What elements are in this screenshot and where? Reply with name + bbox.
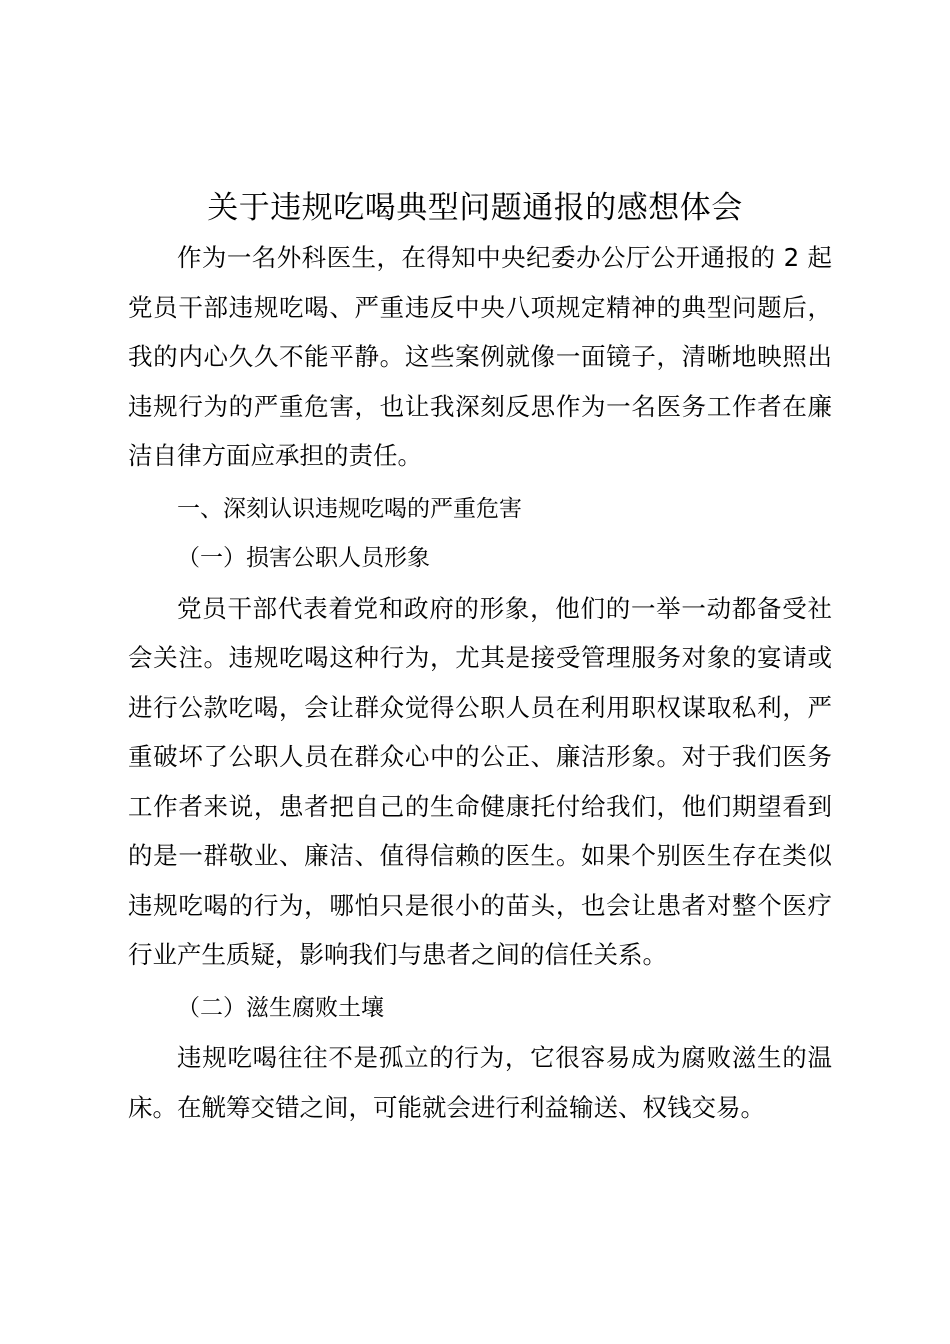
subsection-heading-1: （一）损害公职人员形象 <box>177 545 430 571</box>
intro-paragraph: 作为一名外科医生，在得知中央纪委办公厅公开通报的 2 起党员干部违规吃喝、严重违反中央八项规定精神的典型问题后，我的内心久久不能平静。这些案例就像一面镜子，清晰地映照出违规行为的严重危害，也让我深刻反思作为一名医务工作者在廉洁自律方面应承担的责任。 <box>128 243 832 470</box>
document-body <box>128 233 832 1132</box>
subsection-1-paragraph: 党员干部代表着党和政府的形象，他们的一举一动都备受社会关注。违规吃喝这种行为，尤其是接受管理服务对象的宴请或进行公款吃喝，会让群众觉得公职人员在利用职权谋取私利，严重破坏了公职人员在群众心中的公正、廉洁形象。对于我们医务工作者来说，患者把自己的生命健康托付给我们，他们期望看到的是一群敬业、廉洁、值得信赖的医生。如果个别医生存在类似违规吃喝的行为，哪怕只是很小的苗头，也会让患者对整个医疗行业产生质疑，影响我们与患者之间的信任关系。 <box>128 593 832 969</box>
section-heading-1: 一、深刻认识违规吃喝的严重危害 <box>177 495 522 522</box>
subsection-heading-2: （二）滋生腐败土壤 <box>177 994 384 1021</box>
subsection-2-paragraph: 违规吃喝往往不是孤立的行为，它很容易成为腐败滋生的温床。在觥筹交错之间，可能就会进行利益输送、权钱交易。 <box>128 1043 832 1122</box>
document-title: 关于违规吃喝典型问题通报的感想体会 <box>207 190 743 226</box>
